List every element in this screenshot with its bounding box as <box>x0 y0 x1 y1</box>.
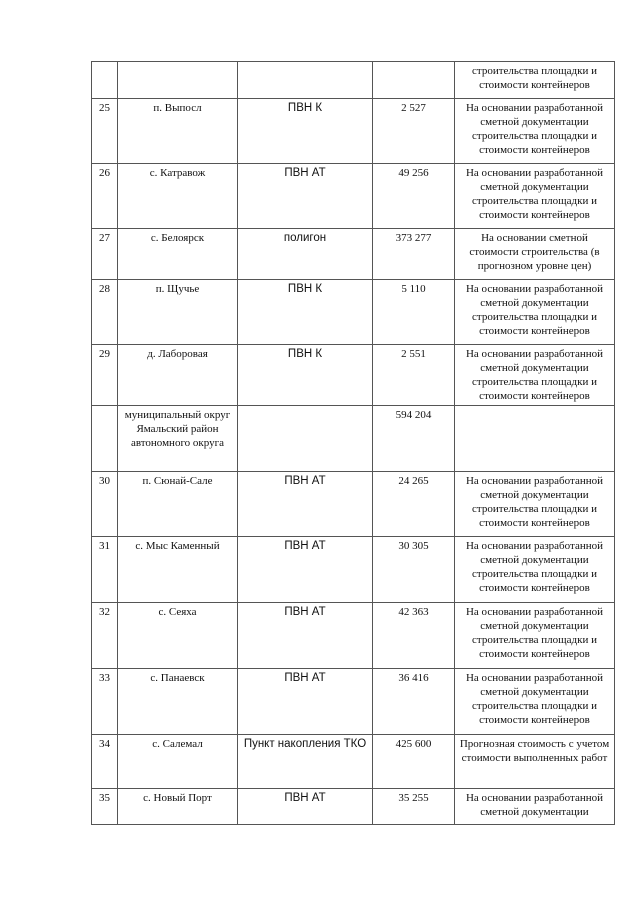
table-row <box>92 62 615 99</box>
table-row <box>92 99 615 164</box>
cost-value: 42 363 <box>373 603 455 669</box>
row-number: 34 <box>92 735 118 789</box>
cost-value: 594 204 <box>373 406 455 472</box>
row-number <box>92 62 118 99</box>
facility-type: ПВН АТ <box>238 537 373 603</box>
cost-basis: На основании разработанной сметной документации строительства площадки и стоимости контейнеров <box>455 603 615 669</box>
cost-value: 49 256 <box>373 164 455 229</box>
table-row <box>92 472 615 537</box>
cost-basis: строительства площадки и стоимости контейнеров <box>455 62 615 99</box>
settlement-name: с. Катравож <box>118 164 238 229</box>
data-table <box>91 61 615 825</box>
settlement-name: с. Панаевск <box>118 669 238 735</box>
table-row <box>92 669 615 735</box>
facility-type: Пункт накопления ТКО <box>238 735 373 789</box>
facility-type: полигон <box>238 229 373 280</box>
cost-value: 36 416 <box>373 669 455 735</box>
table-row <box>92 164 615 229</box>
settlement-name: с. Сеяха <box>118 603 238 669</box>
settlement-name: п. Выпосл <box>118 99 238 164</box>
settlement-name <box>118 62 238 99</box>
settlement-name: муниципальный округ Ямальский район автономного округа <box>118 406 238 472</box>
row-number: 27 <box>92 229 118 280</box>
table-row <box>92 735 615 789</box>
settlement-name: с. Салемал <box>118 735 238 789</box>
cost-value: 373 277 <box>373 229 455 280</box>
cost-value: 2 551 <box>373 345 455 406</box>
facility-type: ПВН К <box>238 99 373 164</box>
table-row <box>92 229 615 280</box>
row-number: 31 <box>92 537 118 603</box>
cost-basis: На основании разработанной сметной документации <box>455 789 615 825</box>
facility-type: ПВН АТ <box>238 789 373 825</box>
row-number: 35 <box>92 789 118 825</box>
row-number: 25 <box>92 99 118 164</box>
facility-type: ПВН К <box>238 345 373 406</box>
settlement-name: п. Сюнай-Сале <box>118 472 238 537</box>
cost-basis: На основании разработанной сметной документации строительства площадки и стоимости контейнеров <box>455 345 615 406</box>
cost-value: 24 265 <box>373 472 455 537</box>
row-number: 28 <box>92 280 118 345</box>
cost-basis: На основании разработанной сметной документации строительства площадки и стоимости контейнеров <box>455 99 615 164</box>
settlement-name: п. Щучье <box>118 280 238 345</box>
table-row <box>92 603 615 669</box>
facility-type: ПВН АТ <box>238 472 373 537</box>
cost-value: 425 600 <box>373 735 455 789</box>
table-row <box>92 280 615 345</box>
table-row <box>92 789 615 825</box>
row-number: 26 <box>92 164 118 229</box>
cost-value <box>373 62 455 99</box>
cost-basis: Прогнозная стоимость с учетом стоимости выполненных работ <box>455 735 615 789</box>
table-row <box>92 345 615 406</box>
cost-value: 5 110 <box>373 280 455 345</box>
row-number: 33 <box>92 669 118 735</box>
row-number: 29 <box>92 345 118 406</box>
settlement-name: с. Мыс Каменный <box>118 537 238 603</box>
cost-basis: На основании разработанной сметной документации строительства площадки и стоимости контейнеров <box>455 537 615 603</box>
settlement-name: с. Новый Порт <box>118 789 238 825</box>
row-number <box>92 406 118 472</box>
facility-type: ПВН К <box>238 280 373 345</box>
table-row <box>92 406 615 472</box>
cost-basis: На основании разработанной сметной документации строительства площадки и стоимости контейнеров <box>455 669 615 735</box>
cost-basis: На основании сметной стоимости строительства (в прогнозном уровне цен) <box>455 229 615 280</box>
cost-value: 2 527 <box>373 99 455 164</box>
facility-type: ПВН АТ <box>238 669 373 735</box>
facility-type <box>238 406 373 472</box>
facility-type <box>238 62 373 99</box>
cost-basis: На основании разработанной сметной документации строительства площадки и стоимости контейнеров <box>455 280 615 345</box>
table-row <box>92 537 615 603</box>
cost-basis: На основании разработанной сметной документации строительства площадки и стоимости контейнеров <box>455 472 615 537</box>
facility-type: ПВН АТ <box>238 603 373 669</box>
cost-basis <box>455 406 615 472</box>
facility-type: ПВН АТ <box>238 164 373 229</box>
row-number: 32 <box>92 603 118 669</box>
cost-value: 35 255 <box>373 789 455 825</box>
settlement-name: д. Лаборовая <box>118 345 238 406</box>
cost-value: 30 305 <box>373 537 455 603</box>
row-number: 30 <box>92 472 118 537</box>
cost-basis: На основании разработанной сметной документации строительства площадки и стоимости контейнеров <box>455 164 615 229</box>
settlement-name: с. Белоярск <box>118 229 238 280</box>
